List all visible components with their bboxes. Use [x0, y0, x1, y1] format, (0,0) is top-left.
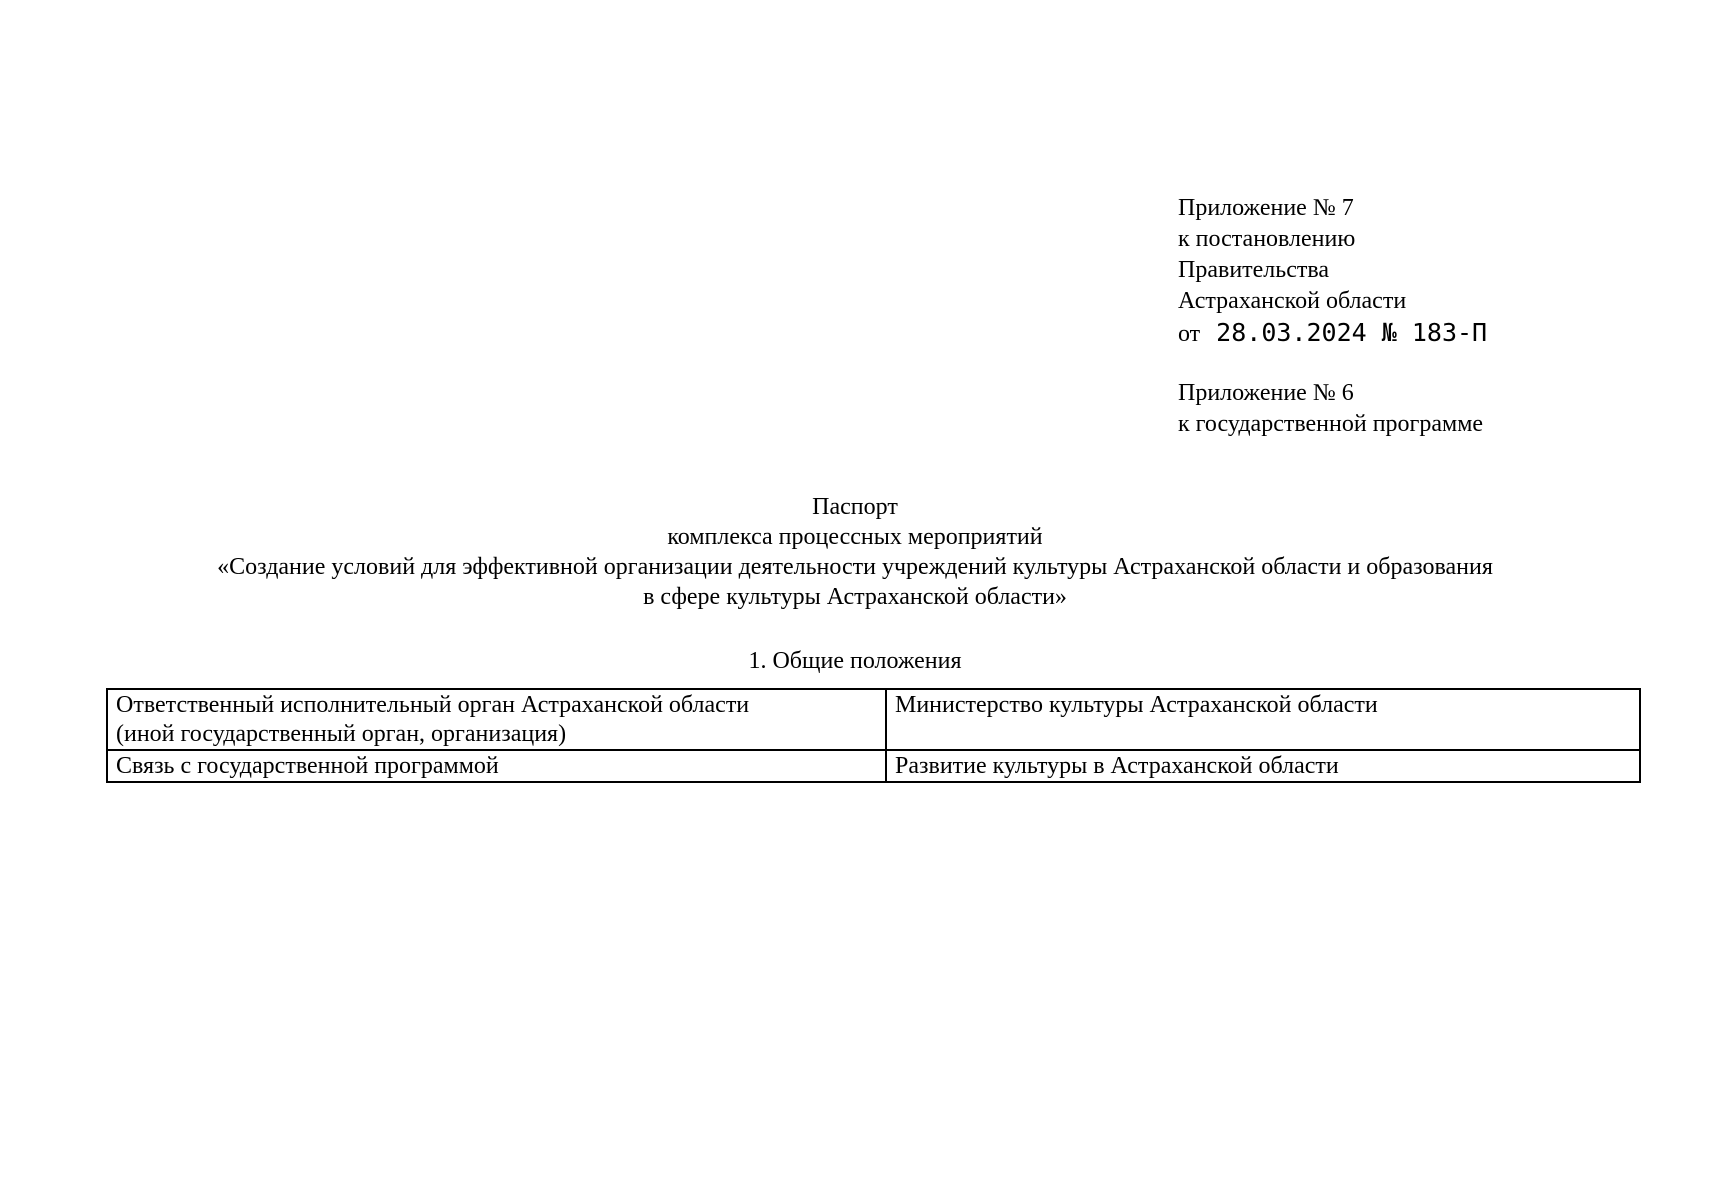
annex-7-resolution: к постановлению	[1178, 226, 1356, 252]
annex-7-date-line	[1178, 317, 1487, 350]
title-name-line1: «Создание условий для эффективной организации деятельности учреждений культуры Астраханской области и образования	[217, 554, 1493, 580]
responsible-body-label-line2: (иной государственный орган, организация)	[116, 721, 567, 747]
section-heading: 1. Общие положения	[748, 648, 962, 674]
annex-7-region: Астраханской области	[1178, 288, 1407, 314]
table-cell-label	[107, 750, 886, 782]
title-complex: комплекса процессных мероприятий	[667, 524, 1043, 550]
annex-6-block	[1178, 378, 1483, 440]
table-row	[107, 689, 1640, 750]
responsible-body-label-line1: Ответственный исполнительный орган Астраханской области	[116, 692, 750, 718]
table-row	[107, 750, 1640, 782]
program-link-value: Развитие культуры в Астраханской области	[895, 753, 1339, 779]
annex-7-date-number: 28.03.2024 № 183-П	[1216, 318, 1488, 347]
table-cell-label	[107, 689, 886, 750]
table-cell-value	[886, 689, 1640, 750]
annex-7-government: Правительства	[1178, 257, 1330, 283]
general-provisions-table	[106, 688, 1641, 783]
annex-7-number: Приложение № 7	[1178, 195, 1354, 221]
document-title	[0, 492, 1710, 612]
annex-6-number: Приложение № 6	[1178, 380, 1354, 406]
annex-7-date-prefix: от	[1178, 321, 1201, 347]
title-name-line2: в сфере культуры Астраханской области»	[643, 584, 1067, 610]
annex-7-block	[1178, 193, 1487, 350]
title-passport: Паспорт	[812, 494, 898, 520]
responsible-body-value: Министерство культуры Астраханской области	[895, 692, 1378, 718]
annex-6-program: к государственной программе	[1178, 411, 1484, 437]
table-cell-value	[886, 750, 1640, 782]
program-link-label: Связь с государственной программой	[116, 753, 499, 779]
